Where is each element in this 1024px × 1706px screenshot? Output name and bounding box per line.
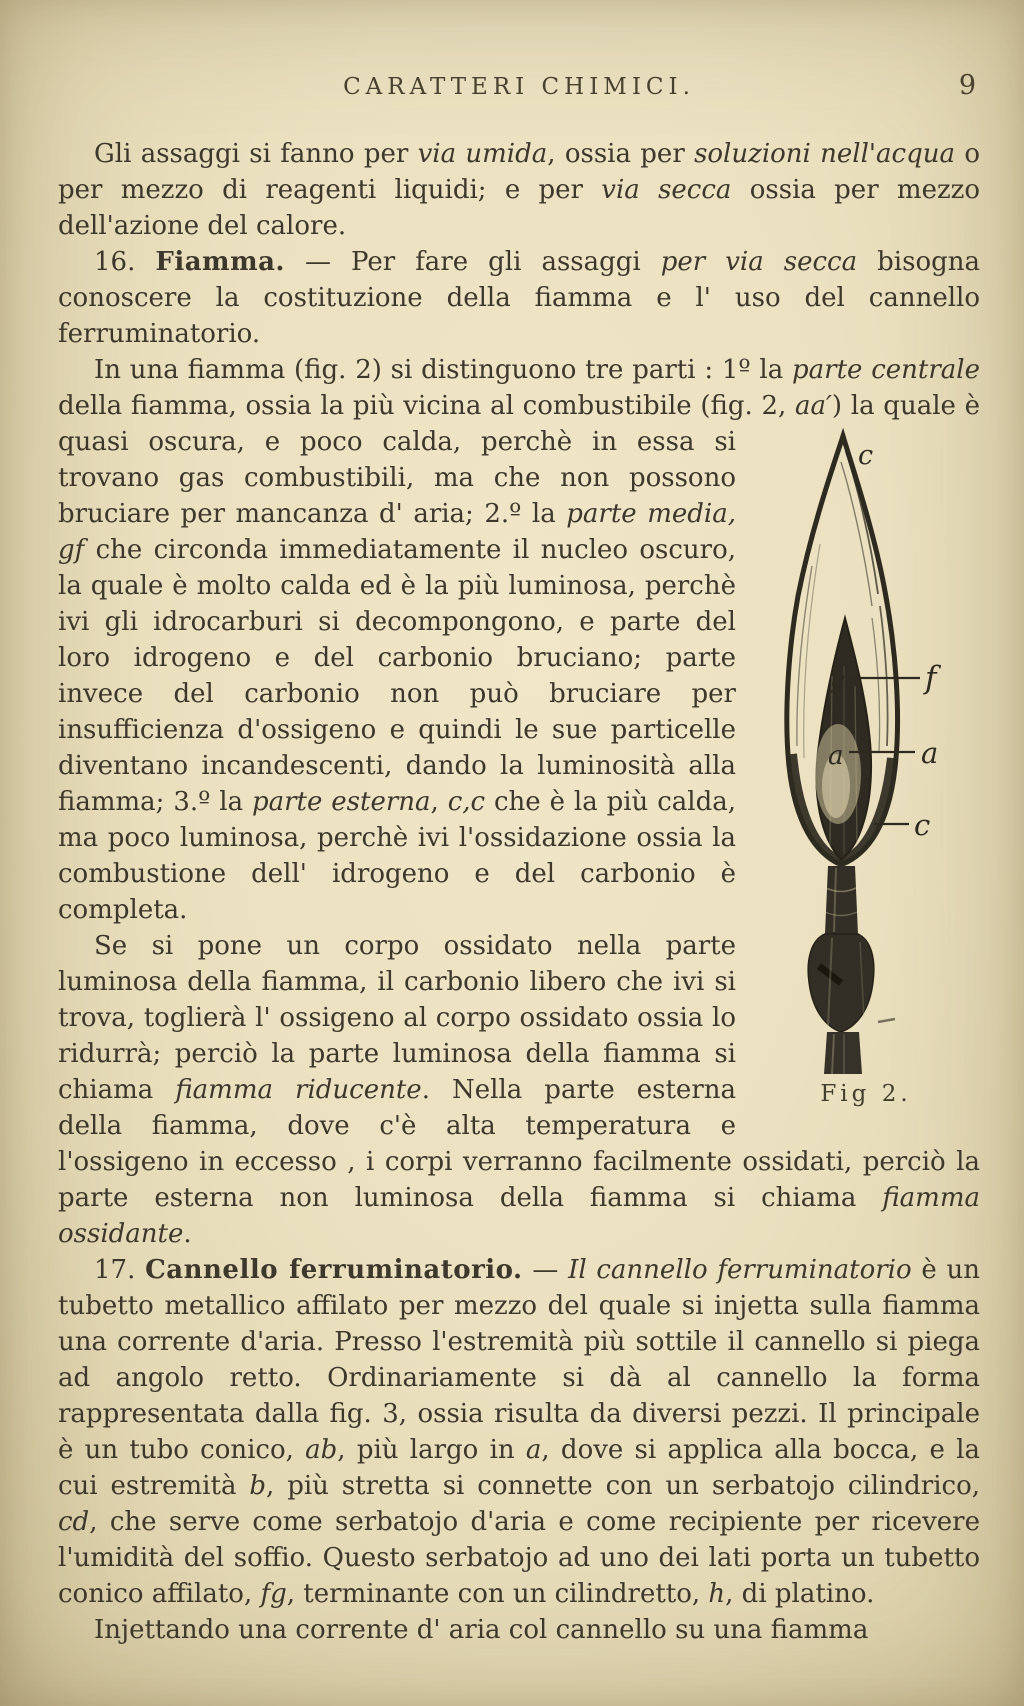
text-run: Se si pone un corpo ossidato nella parte luminosa della fiamma, il carbonio libero che ivi si trova, toglierà l' ossigeno al corpo ossidato ossia lo ridurrà; perciò la parte luminosa della fiamma si chiama — [58, 931, 736, 1105]
text-run: fg — [260, 1579, 287, 1609]
text-run: , più largo in — [337, 1435, 526, 1465]
text-run: aa′ — [795, 391, 832, 421]
flame-label-c: c — [914, 808, 931, 842]
paragraph-assaggi — [58, 136, 980, 244]
flame-label-f: f — [925, 660, 937, 696]
page-number: 9 — [958, 70, 976, 101]
text-run: via secca — [601, 175, 732, 205]
flame-engraving-illustration — [752, 426, 980, 1074]
hatch-stroke — [846, 452, 878, 594]
text-run: b — [249, 1471, 267, 1501]
text-run: . Nella parte esterna della fiamma, dove c'è alta temperatura e l'ossigeno in eccesso , i corpi verranno facilmente ossidati, perciò la parte esterna non luminosa della fiamma si chiama — [58, 1075, 980, 1213]
text-run: bisogna conoscere la costituzione della fiamma e l' uso del cannello ferruminatorio. — [58, 247, 980, 349]
candle-neck — [825, 866, 858, 934]
text-run: cd — [58, 1507, 90, 1537]
text-run: . — [183, 1219, 192, 1249]
page-title: CARATTERI CHIMICI. — [343, 74, 695, 100]
text-run: fiamma riducente — [175, 1075, 422, 1105]
text-run: 16. — [94, 247, 156, 277]
text-run: Gli assaggi si fanno per — [94, 139, 418, 169]
text-run: , di platino. — [725, 1579, 875, 1609]
flame-label-a-inner: a — [828, 741, 844, 771]
text-run: che è la più calda, ma poco luminosa, perchè ivi l'ossidazione ossia la combustione dell' idrogeno e del carbonio è completa. — [58, 787, 736, 925]
flame-label-c-top: c — [858, 440, 874, 471]
text-run: via umida — [417, 139, 548, 169]
running-header — [58, 70, 980, 120]
text-run: della fiamma, ossia la più vicina al combustibile (fig. 2, — [58, 391, 796, 421]
section-heading-cannello: Cannello ferruminatorio. — [145, 1255, 523, 1285]
text-run: fiamma ossidante — [58, 1183, 980, 1249]
text-run: ) — [831, 391, 851, 421]
text-run: , che serve come serbatojo d'aria e come recipiente per ricevere l'umidità del soffio. Questo serbatojo ad uno dei lati porta un tubetto conico affilato, — [58, 1507, 980, 1609]
flame-label-a: a — [921, 736, 939, 770]
text-run: In una fiamma (fig. 2) si distinguono tre parti : 1º la — [94, 355, 793, 385]
text-run: Injettando una corrente d' aria col cannello su una fiamma — [94, 1615, 869, 1645]
text-run: — Per fare gli assaggi — [284, 247, 661, 277]
text-run: , ossia per — [547, 139, 695, 169]
text-run: — — [522, 1255, 569, 1285]
text-run: ab — [305, 1435, 338, 1465]
text-run: parte esterna — [251, 787, 431, 817]
text-run: che circonda immediatamente il nucleo oscuro, la quale è molto calda ed è la più luminosa, perchè ivi gli idrocarburi si decompongono, e parte del loro idrogeno e del carbonio bruciano; parte invece del carbonio non può bruciare per insufficienza d'ossigeno e quindi le sue particelle diventano incandescenti, dando la luminosità alla fiamma; 3.º la — [58, 535, 736, 817]
stray-mark — [878, 1019, 895, 1022]
text-run: c,c — [447, 787, 486, 817]
text-run: 17. — [94, 1255, 146, 1285]
flame-label-g-inner: g — [830, 666, 846, 694]
text-run: o per mezzo di reagenti liquidi; e per — [58, 139, 980, 205]
paragraph-cannello — [58, 1252, 980, 1612]
paragraph-injettando — [58, 1612, 980, 1648]
text-run: a — [525, 1435, 542, 1465]
hatch-stroke — [872, 618, 880, 752]
page-body — [58, 136, 980, 1648]
text-run: h — [708, 1579, 726, 1609]
hatch-stroke — [804, 544, 820, 758]
text-run: per via secca — [660, 247, 858, 277]
section-heading-fiamma: Fiamma. — [155, 247, 285, 277]
figure-fig2 — [752, 426, 980, 1112]
text-run: , — [430, 787, 448, 817]
text-run: , terminante con un cilindretto, — [286, 1579, 709, 1609]
text-run: Il cannello ferruminatorio — [568, 1255, 912, 1285]
paragraph-fiamma — [58, 244, 980, 352]
figure-caption: Fig 2. — [820, 1081, 912, 1107]
text-run: soluzioni nell'acqua — [694, 139, 956, 169]
text-run: parte centrale — [792, 355, 980, 385]
text-run: , più stretta si connette con un serbatojo cilindrico, — [266, 1471, 980, 1501]
candle-column — [824, 1032, 862, 1074]
text-run: è un tubetto metallico affilato per mezzo del quale si injetta sulla fiamma una corrente d'aria. Presso l'estremità più sottile il cannello si piega ad angolo retto. Ordinariamente si dà al cannello la forma rappresentata dalla fig. 3, ossia risulta da diversi pezzi. Il principale è un tubo conico, — [58, 1255, 980, 1465]
text-run: parte media, gf — [58, 499, 736, 565]
text-run: ossia per mezzo dell'azione del calore. — [58, 175, 981, 241]
text-run: la quale è quasi oscura, e poco calda, perchè in essa si trovano gas combustibili, ma che non possono bruciare per mancanza d' aria; 2.º la — [58, 391, 980, 529]
text-run: , dove si applica alla bocca, e la cui estremità — [58, 1435, 980, 1501]
hatch-stroke — [880, 606, 888, 746]
